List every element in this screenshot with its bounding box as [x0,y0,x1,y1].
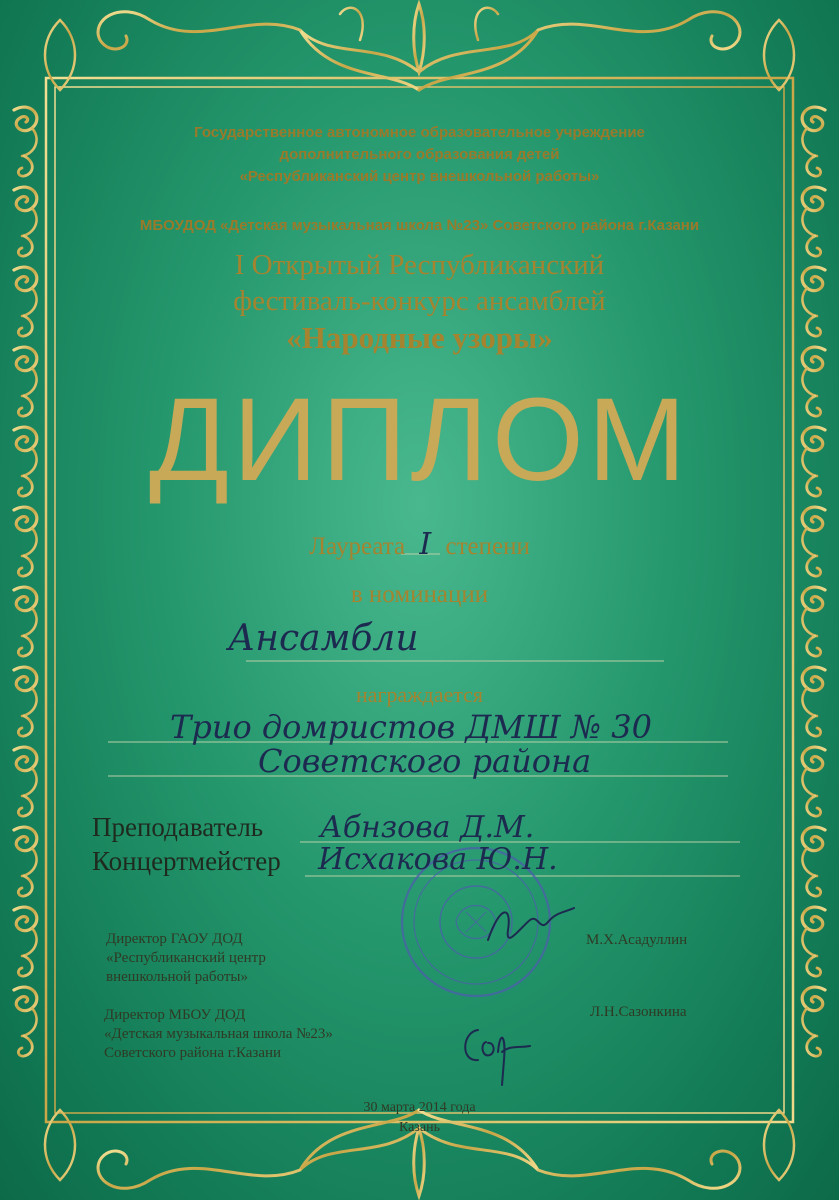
diploma-title: ДИПЛОМ [148,374,691,506]
degree-value: I [419,527,432,562]
festival-name: «Народные узоры» [286,320,553,355]
director2-org-line1: «Детская музыкальная школа №23» [104,1026,333,1042]
school-name: МБОУДОД «Детская музыкальная школа №23» Советского района г.Казани [139,217,700,234]
nomination-value: Ансамбли [228,618,419,659]
director1-block [106,930,266,987]
laureate-line [0,527,839,562]
director2-org-line2: Советского района г.Казани [104,1045,282,1061]
recipient-line-1: Трио домристов ДМШ № 30 [170,708,653,746]
signature-director1 [488,908,574,940]
organization-line-2: дополнительного образования детей [279,146,560,163]
director1-title: Директор ГАОУ ДОД [106,931,243,947]
recipient-line-2: Советского района [258,742,592,780]
director2-title: Директор МБОУ ДОД [104,1007,246,1023]
issue-date: 30 марта 2014 года [363,1100,476,1115]
issue-city: Казань [399,1120,440,1135]
festival-line-2: фестиваль-конкурс ансамблей [233,285,606,317]
signature-director2 [465,1030,530,1085]
organization-line-3: «Республиканский центр внешкольной работы» [239,168,600,185]
director1-org-line1: «Республиканский центр [106,950,266,966]
nomination-label: в номинации [350,581,489,608]
accompanist-label: Концертмейстер [92,846,281,876]
organization-line-1: Государственное автономное образовательное учреждение [194,124,645,141]
festival-line-1: I Открытый Республиканский [234,249,605,281]
teacher-value: Абнзова Д.М. [320,810,535,845]
awarded-label: награждается [355,682,483,707]
director2-name: Л.Н.Сазонкина [590,1004,687,1020]
laureate-suffix: степени [445,533,530,560]
accompanist-value: Исхакова Ю.Н. [318,842,558,877]
teacher-label: Преподаватель [92,812,264,842]
director2-block [104,1006,333,1063]
director1-name: М.Х.Асадуллин [586,932,688,948]
director1-org-line2: внешкольной работы» [106,969,249,985]
laureate-prefix: Лауреата [309,533,406,560]
